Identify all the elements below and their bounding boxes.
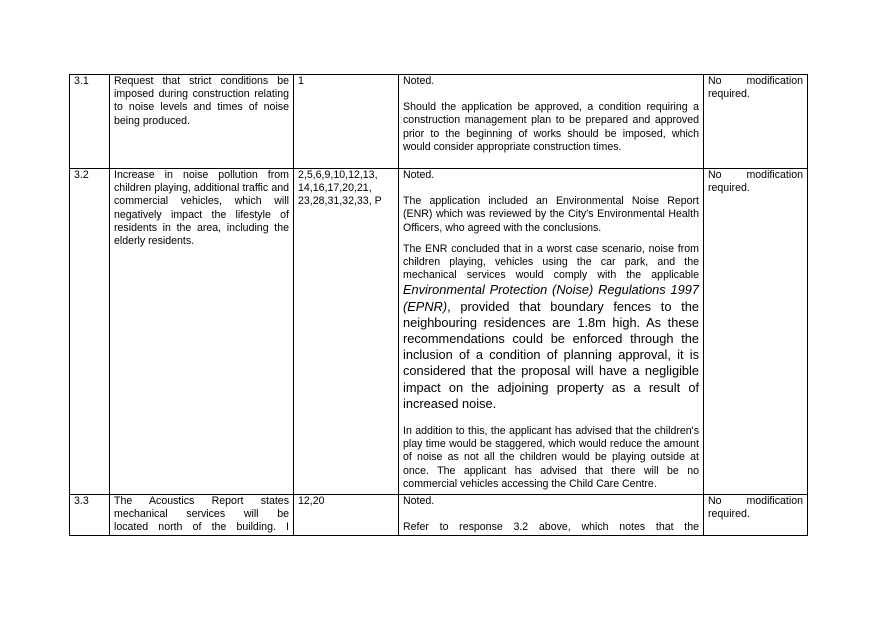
item-number: 3.1: [70, 75, 110, 169]
rec-word: No: [708, 75, 722, 87]
item-number: 3.2: [70, 169, 110, 495]
rec-word: required.: [708, 508, 750, 521]
rec-word: modification: [746, 169, 803, 181]
recommendation: [704, 495, 808, 536]
submission-text: The Acoustics Report states mechanical services will be located north of the building. I: [110, 495, 294, 536]
rec-word: modification: [746, 75, 803, 87]
submitter-refs: 2,5,6,9,10,12,13, 14,16,17,20,21, 23,28,31,32,33, P: [294, 169, 399, 495]
submission-text: Request that strict conditions be imposed during construction relating to noise levels and times of noise being produced.: [110, 75, 294, 169]
officer-response: Noted. Refer to response 3.2 above, which notes that the: [399, 495, 704, 536]
rec-word: required.: [708, 88, 750, 101]
item-number: 3.3: [70, 495, 110, 536]
table-row: [70, 169, 808, 495]
recommendation: [704, 169, 808, 495]
table-row: [70, 75, 808, 169]
submitter-refs: 12,20: [294, 495, 399, 536]
recommendation: [704, 75, 808, 169]
rec-word: modification: [746, 495, 803, 507]
table-row: [70, 495, 808, 536]
officer-response: Noted. The application included an Environmental Noise Report (ENR) which was reviewed by the City's Environmental Health Officers, who agreed with the conclusions. The ENR concluded that in a worst case scenario, noise from children playing, vehicles using the car park, and the mechanical services would comply with the applicable Environmental Protection (Noise) Regulations 1997 (EPNR), provided that boundary fences to the neighbouring residences are 1.8m high. As these recommendations could be enforced through the inclusion of a condition of planning approval, it is considered that the proposal will have a negligible impact on the adjoining property as a result of increased noise. In addition to this, the applicant has advised that the children's play time would be staggered, which would reduce the amount of noise as not all the children would be playing outside at once. The applicant has advised that there will be no commercial vehicles accessing the Child Care Centre.: [399, 169, 704, 495]
rec-word: No: [708, 169, 722, 181]
rec-word: No: [708, 495, 722, 507]
rec-word: required.: [708, 182, 750, 195]
officer-response: Noted. Should the application be approved, a condition requiring a construction management plan to be prepared and approved prior to the beginning of works should be imposed, which would consider appropriate construction times.: [399, 75, 704, 169]
submission-text: Increase in noise pollution from children playing, additional traffic and commercial vehicles, which will negatively impact the lifestyle of residents in the area, including the elderly residents.: [110, 169, 294, 495]
submissions-table: [69, 74, 808, 536]
submitter-refs: 1: [294, 75, 399, 169]
